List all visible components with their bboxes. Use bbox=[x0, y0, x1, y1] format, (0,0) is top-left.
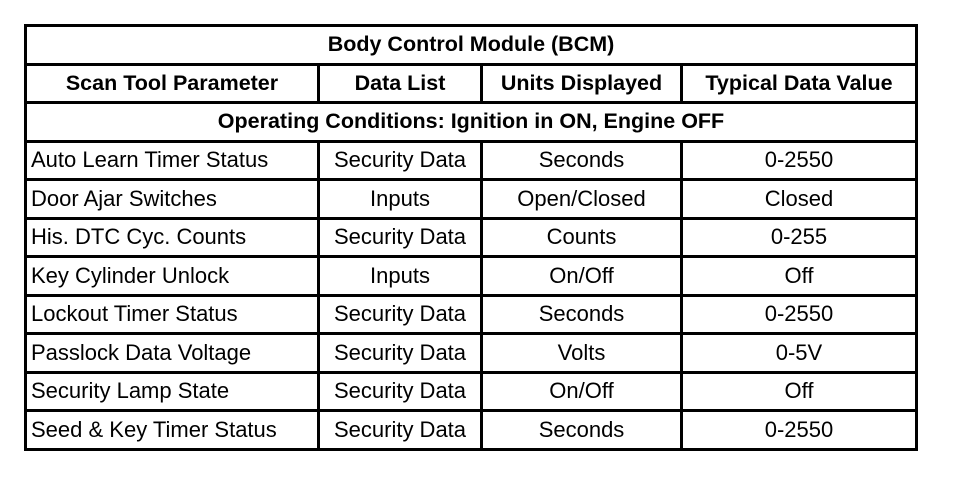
units-cell: On/Off bbox=[482, 372, 682, 411]
units-cell: Seconds bbox=[482, 295, 682, 334]
units-cell: Seconds bbox=[482, 411, 682, 450]
table-row bbox=[26, 411, 917, 450]
header-units-displayed: Units Displayed bbox=[482, 64, 682, 103]
parameter-cell: His. DTC Cyc. Counts bbox=[26, 218, 319, 257]
table-row bbox=[26, 372, 917, 411]
conditions-row bbox=[26, 103, 917, 142]
header-data-list: Data List bbox=[319, 64, 482, 103]
table-row bbox=[26, 141, 917, 180]
typical-value-cell: Off bbox=[682, 257, 917, 296]
header-typical-data-value: Typical Data Value bbox=[682, 64, 917, 103]
typical-value-cell: 0-2550 bbox=[682, 141, 917, 180]
parameter-cell: Seed & Key Timer Status bbox=[26, 411, 319, 450]
bcm-data-table bbox=[24, 24, 918, 451]
units-cell: Seconds bbox=[482, 141, 682, 180]
table-row bbox=[26, 257, 917, 296]
data-list-cell: Security Data bbox=[319, 372, 482, 411]
units-cell: Counts bbox=[482, 218, 682, 257]
parameter-cell: Lockout Timer Status bbox=[26, 295, 319, 334]
table-row bbox=[26, 334, 917, 373]
header-scan-tool-parameter: Scan Tool Parameter bbox=[26, 64, 319, 103]
units-cell: On/Off bbox=[482, 257, 682, 296]
data-list-cell: Inputs bbox=[319, 257, 482, 296]
units-cell: Volts bbox=[482, 334, 682, 373]
data-list-cell: Security Data bbox=[319, 295, 482, 334]
header-row bbox=[26, 64, 917, 103]
table-title: Body Control Module (BCM) bbox=[26, 26, 917, 65]
typical-value-cell: Off bbox=[682, 372, 917, 411]
typical-value-cell: 0-2550 bbox=[682, 411, 917, 450]
parameter-cell: Auto Learn Timer Status bbox=[26, 141, 319, 180]
data-list-cell: Security Data bbox=[319, 141, 482, 180]
parameter-cell: Door Ajar Switches bbox=[26, 180, 319, 219]
table-row bbox=[26, 218, 917, 257]
units-cell: Open/Closed bbox=[482, 180, 682, 219]
data-list-cell: Inputs bbox=[319, 180, 482, 219]
title-row bbox=[26, 26, 917, 65]
typical-value-cell: 0-5V bbox=[682, 334, 917, 373]
table-row bbox=[26, 295, 917, 334]
data-list-cell: Security Data bbox=[319, 411, 482, 450]
data-list-cell: Security Data bbox=[319, 218, 482, 257]
typical-value-cell: 0-2550 bbox=[682, 295, 917, 334]
table-row bbox=[26, 180, 917, 219]
typical-value-cell: 0-255 bbox=[682, 218, 917, 257]
parameter-cell: Security Lamp State bbox=[26, 372, 319, 411]
data-list-cell: Security Data bbox=[319, 334, 482, 373]
parameter-cell: Key Cylinder Unlock bbox=[26, 257, 319, 296]
operating-conditions: Operating Conditions: Ignition in ON, Engine OFF bbox=[26, 103, 917, 142]
typical-value-cell: Closed bbox=[682, 180, 917, 219]
parameter-cell: Passlock Data Voltage bbox=[26, 334, 319, 373]
